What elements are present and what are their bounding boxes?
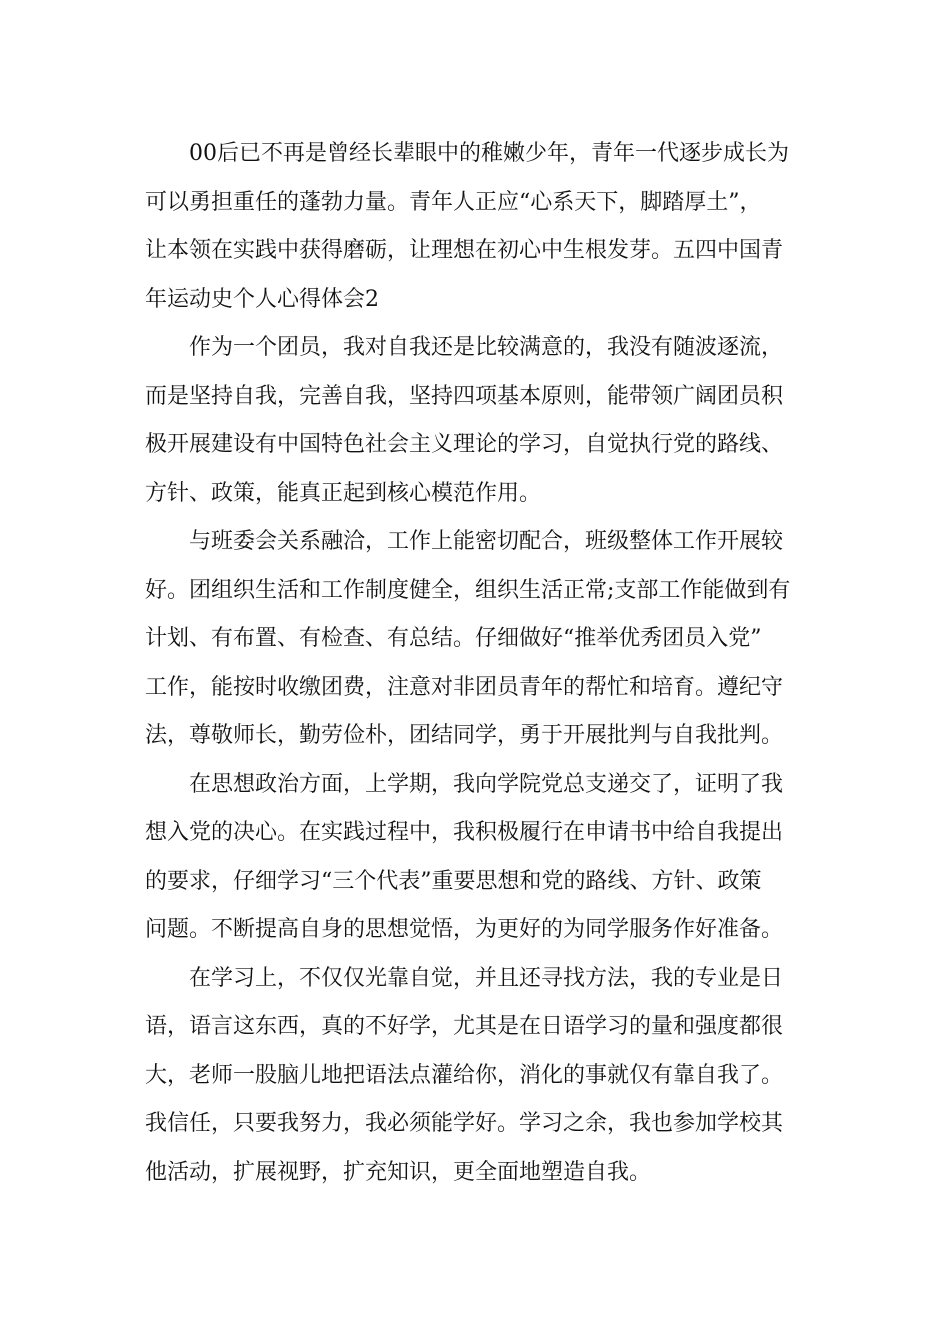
paragraph-4 — [145, 761, 805, 955]
text-line: 问题。不断提高自身的思想觉悟，为更好的为同学服务作好准备。 — [145, 917, 784, 942]
text-line: 工作，能按时收缴团费，注意对非团员青年的帮忙和培育。遵纪守 — [145, 674, 784, 700]
text-line: 极开展建设有中国特色社会主义理论的学习，自觉执行党的路线、 — [145, 432, 784, 457]
paragraph-2 — [145, 324, 805, 518]
text-line: 法，尊敬师长，勤劳俭朴，团结同学，勇于开展批判与自我批判。 — [145, 723, 784, 748]
text-line: 好。团组织生活和工作制度健全，组织生活正常;支部工作能做到有 — [145, 577, 791, 603]
paragraph-1 — [145, 130, 805, 324]
paragraph-3 — [145, 518, 805, 761]
text-line: 语，语言这东西，真的不好学，尤其是在日语学习的量和强度都很 — [145, 1014, 784, 1039]
text-line: 年运动史个人心得体会2 — [145, 286, 379, 312]
text-line: 方针、政策，能真正起到核心模范作用。 — [145, 480, 542, 506]
text-line: 大，老师一股脑儿地把语法点灌给你，消化的事就仅有靠自我了。 — [145, 1062, 784, 1088]
text-line: 的要求，仔细学习“三个代表”重要思想和党的路线、方针、政策 — [145, 868, 762, 894]
document-body — [145, 130, 805, 1197]
text-line: 与班委会关系融洽，工作上能密切配合，班级整体工作开展较 — [189, 529, 784, 554]
text-line: 想入党的决心。在实践过程中，我积极履行在申请书中给自我提出 — [145, 820, 784, 845]
text-line: 让本领在实践中获得磨砺，让理想在初心中生根发芽。五四中国青 — [145, 238, 784, 263]
text-line: 00后已不再是曾经长辈眼中的稚嫩少年，青年一代逐步成长为 — [189, 141, 789, 166]
text-line: 计划、有布置、有检查、有总结。仔细做好“推举优秀团员入党” — [145, 626, 762, 651]
text-line: 我信任，只要我努力，我必须能学好。学习之余，我也参加学校其 — [145, 1111, 784, 1136]
text-line: 他活动，扩展视野，扩充知识，更全面地塑造自我。 — [145, 1159, 652, 1185]
paragraph-5 — [145, 955, 805, 1198]
text-line: 可以勇担重任的蓬勃力量。青年人正应“心系天下，脚踏厚土”， — [145, 189, 762, 215]
text-line: 在学习上，不仅仅光靠自觉，并且还寻找方法，我的专业是日 — [189, 965, 784, 991]
text-line: 在思想政治方面，上学期，我向学院党总支递交了，证明了我 — [189, 771, 784, 797]
text-line: 而是坚持自我，完善自我，坚持四项基本原则，能带领广阔团员积 — [145, 383, 784, 409]
text-line: 作为一个团员，我对自我还是比较满意的，我没有随波逐流， — [189, 335, 784, 360]
